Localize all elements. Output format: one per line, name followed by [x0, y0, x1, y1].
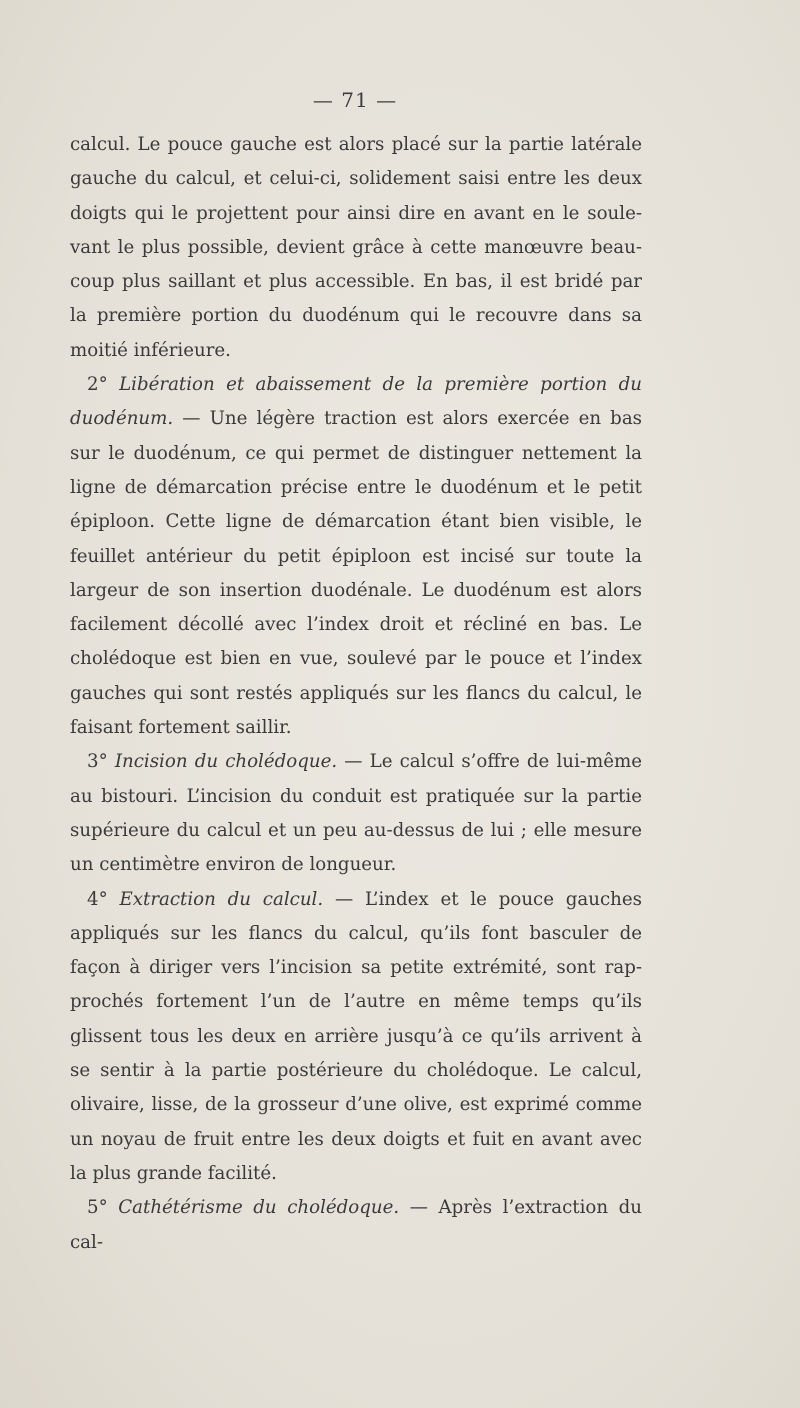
section-heading: Extraction du calcul.	[119, 888, 324, 910]
section-number: 4°	[87, 888, 108, 910]
paragraph-text: — Le calcul s’offre de lui-même au bistouri. L’incision du conduit est pratiquée sur la partie supérieure du calcul et un peu au-dessus de lui ; elle mesure un centimètre environ de longueur.	[70, 751, 642, 876]
page-number: — 71 —	[312, 88, 398, 112]
paragraph-incision	[70, 745, 642, 882]
section-number: 2°	[87, 374, 108, 396]
paragraph-catheterisme	[70, 1191, 642, 1260]
section-number: 3°	[87, 751, 108, 773]
paragraph-text: — Après l’extraction du cal-	[70, 1197, 642, 1253]
section-heading: Incision du cholédoque.	[114, 751, 338, 773]
paragraph-extraction	[70, 883, 642, 1192]
section-heading: Libération et abaissement de la première portion du duodénum.	[70, 374, 642, 430]
paragraph-text: calcul. Le pouce gauche est alors placé sur la partie latérale gauche du calcul, et celui-ci, solidement saisi entre les deux doigts qui le projettent pour ainsi dire en avant en le soulevant le plus possible, devient grâce à cette manœuvre beaucoup plus saillant et plus accessible. En bas, il est bridé par la première portion du duodénum qui le recouvre dans sa moitié inférieure.	[70, 134, 642, 361]
paragraph-text: — L’index et le pouce gauches appliqués sur les flancs du calcul, qu’ils font basculer de façon à diriger vers l’incision sa petite extrémité, sont rapprochés fortement l’un de l’autre en même temps qu’ils glissent tous les deux en arrière jusqu’à ce qu’ils arrivent à se sentir à la partie postérieure du cholédoque. Le calcul, olivaire, lisse, de la grosseur d’une olive, est exprimé comme un noyau de fruit entre les deux doigts et fuit en avant avec la plus grande facilité.	[70, 888, 642, 1184]
paragraph-text: — Une légère traction est alors exercée en bas sur le duodénum, ce qui permet de distinguer nettement la ligne de démarcation précise entre le duodénum et le petit épiploon. Cette ligne de démarcation étant bien visible, le feuillet antérieur du petit épiploon est incisé sur toute la largeur de son insertion duodénale. Le duodénum est alors facilement décollé avec l’index droit et récliné en bas. Le cholédoque est bien en vue, soulevé par le pouce et l’index gauches qui sont restés appliqués sur les flancs du calcul, le faisant fortement saillir.	[70, 408, 642, 739]
section-number: 5°	[87, 1197, 108, 1219]
paragraph-liberation	[70, 368, 642, 745]
section-heading: Cathétérisme du cholédoque.	[118, 1197, 400, 1219]
body-text	[70, 128, 642, 1260]
paragraph-calcul-continuation	[70, 128, 642, 368]
